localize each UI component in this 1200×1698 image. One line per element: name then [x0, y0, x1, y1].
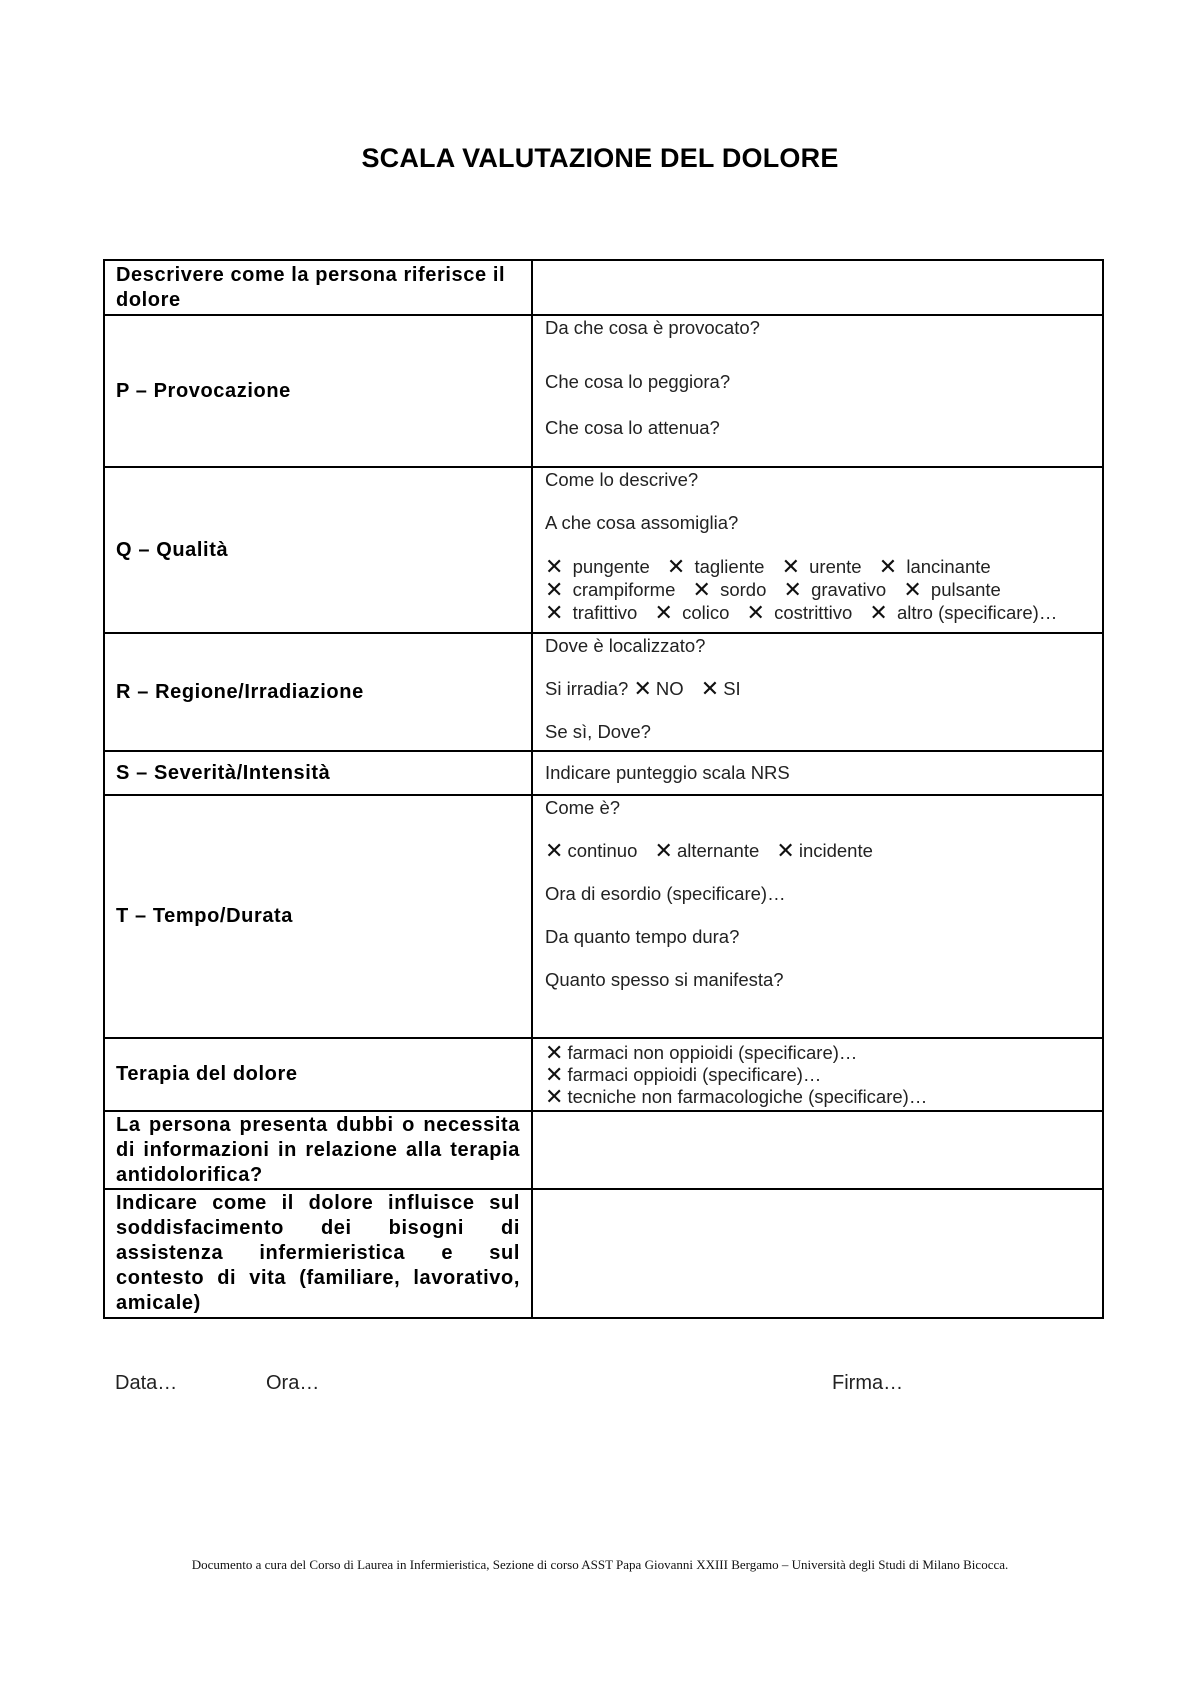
- time-question: Quanto spesso si manifesta?: [545, 969, 784, 990]
- time-options-row: [545, 840, 1092, 862]
- time-question: Come è?: [545, 797, 621, 818]
- therapy-option: farmaci oppioidi (specificare)…: [567, 1063, 822, 1085]
- therapy-option: tecniche non farmacologiche (specificare)…: [567, 1085, 928, 1107]
- checkbox-icon[interactable]: ✕: [746, 600, 765, 625]
- table-row: [104, 315, 1103, 467]
- region-irradiation-row: [545, 678, 1092, 700]
- date-field[interactable]: Data…: [115, 1372, 178, 1394]
- region-option-no: NO: [655, 678, 684, 699]
- describe-value[interactable]: [532, 260, 1103, 315]
- region-question: Si irradia?: [545, 678, 629, 699]
- quality-label: Q – Qualità: [104, 467, 532, 633]
- table-row: [104, 751, 1103, 795]
- region-option-si: SI: [723, 678, 741, 699]
- time-question: Da quanto tempo dura?: [545, 926, 740, 947]
- checkbox-icon[interactable]: ✕: [545, 1039, 564, 1065]
- doubts-label: La persona presenta dubbi o necessita di informazioni in relazione alla terapia antidolorifica?: [104, 1111, 532, 1189]
- table-row: [104, 260, 1103, 315]
- therapy-option-row: [545, 1039, 1092, 1065]
- checkbox-icon[interactable]: ✕: [869, 600, 888, 625]
- region-question: Dove è localizzato?: [545, 635, 706, 656]
- quality-option: colico: [682, 602, 730, 623]
- provocation-question: Da che cosa è provocato?: [545, 317, 760, 338]
- checkbox-icon[interactable]: ✕: [692, 577, 711, 602]
- quality-option: lancinante: [906, 556, 991, 577]
- signature-field[interactable]: Firma…: [832, 1372, 904, 1394]
- quality-cell[interactable]: [532, 467, 1103, 633]
- provocation-cell[interactable]: [532, 315, 1103, 467]
- table-row: [104, 1038, 1103, 1111]
- table-row: [104, 1111, 1103, 1189]
- time-option: incidente: [798, 840, 873, 861]
- quality-option: altro (specificare)…: [896, 602, 1058, 623]
- checkbox-icon[interactable]: ✕: [776, 838, 795, 863]
- region-question: Se sì, Dove?: [545, 721, 651, 742]
- therapy-option-row: [545, 1061, 1092, 1087]
- quality-option: gravativo: [811, 579, 887, 600]
- time-field[interactable]: Ora…: [266, 1372, 320, 1394]
- quality-option: trafittivo: [572, 602, 638, 623]
- time-option: continuo: [567, 840, 638, 861]
- therapy-cell[interactable]: [532, 1038, 1103, 1111]
- checkbox-icon[interactable]: ✕: [545, 1061, 564, 1087]
- describe-label: Descrivere come la persona riferisce il dolore: [104, 260, 532, 315]
- quality-option: crampiforme: [572, 579, 676, 600]
- time-question: Ora di esordio (specificare)…: [545, 883, 786, 904]
- checkbox-icon[interactable]: ✕: [633, 676, 652, 701]
- influence-value[interactable]: [532, 1189, 1103, 1318]
- checkbox-icon[interactable]: ✕: [783, 577, 802, 602]
- checkbox-icon[interactable]: ✕: [545, 1083, 564, 1109]
- therapy-option-row: [545, 1083, 1092, 1109]
- quality-option: urente: [809, 556, 862, 577]
- checkbox-icon[interactable]: ✕: [878, 554, 898, 579]
- time-cell[interactable]: [532, 795, 1103, 1038]
- quality-question: A che cosa assomiglia?: [545, 512, 739, 533]
- severity-label: S – Severità/Intensità: [104, 751, 532, 795]
- footer-note: Documento a cura del Corso di Laurea in Infermieristica, Sezione di corso ASST Papa Giovanni XXIII Bergamo – Università degli Studi di Milano Bicocca.: [191, 1557, 1009, 1572]
- checkbox-icon[interactable]: ✕: [545, 838, 564, 863]
- quality-option: sordo: [720, 579, 767, 600]
- checkbox-icon[interactable]: ✕: [545, 600, 564, 625]
- quality-options-row: [545, 555, 1092, 578]
- region-label: R – Regione/Irradiazione: [104, 633, 532, 751]
- provocation-question: Che cosa lo peggiora?: [545, 371, 731, 392]
- checkbox-icon[interactable]: ✕: [654, 838, 673, 863]
- time-option: alternante: [676, 840, 760, 861]
- quality-option: tagliente: [694, 556, 765, 577]
- table-row: [104, 467, 1103, 633]
- influence-label: Indicare come il dolore influisce sul soddisfacimento dei bisogni di assistenza infermieristica e sul contesto di vita (familiare, lavorativo, amicale): [104, 1189, 532, 1318]
- therapy-label: Terapia del dolore: [104, 1038, 532, 1111]
- checkbox-icon[interactable]: ✕: [545, 554, 564, 579]
- table-row: [104, 1189, 1103, 1318]
- time-label: T – Tempo/Durata: [104, 795, 532, 1038]
- pain-assessment-table: [103, 259, 1104, 1319]
- checkbox-icon[interactable]: ✕: [781, 554, 800, 579]
- checkbox-icon[interactable]: ✕: [903, 577, 922, 602]
- quality-options-row: [545, 601, 1092, 624]
- quality-option: pungente: [572, 556, 650, 577]
- quality-question: Come lo descrive?: [545, 469, 699, 490]
- quality-option: costrittivo: [774, 602, 853, 623]
- table-row: [104, 795, 1103, 1038]
- checkbox-icon[interactable]: ✕: [654, 600, 673, 625]
- provocation-question: Che cosa lo attenua?: [545, 417, 720, 438]
- page-title: SCALA VALUTAZIONE DEL DOLORE: [361, 143, 839, 173]
- checkbox-icon[interactable]: ✕: [545, 577, 564, 602]
- severity-value[interactable]: Indicare punteggio scala NRS: [532, 751, 1103, 795]
- provocation-label: P – Provocazione: [104, 315, 532, 467]
- therapy-option: farmaci non oppioidi (specificare)…: [567, 1041, 858, 1063]
- quality-options-row: [545, 578, 1092, 601]
- table-row: [104, 633, 1103, 751]
- doubts-value[interactable]: [532, 1111, 1103, 1189]
- checkbox-icon[interactable]: ✕: [666, 554, 686, 579]
- checkbox-icon[interactable]: ✕: [700, 676, 720, 701]
- quality-option: pulsante: [930, 579, 1001, 600]
- region-cell[interactable]: [532, 633, 1103, 751]
